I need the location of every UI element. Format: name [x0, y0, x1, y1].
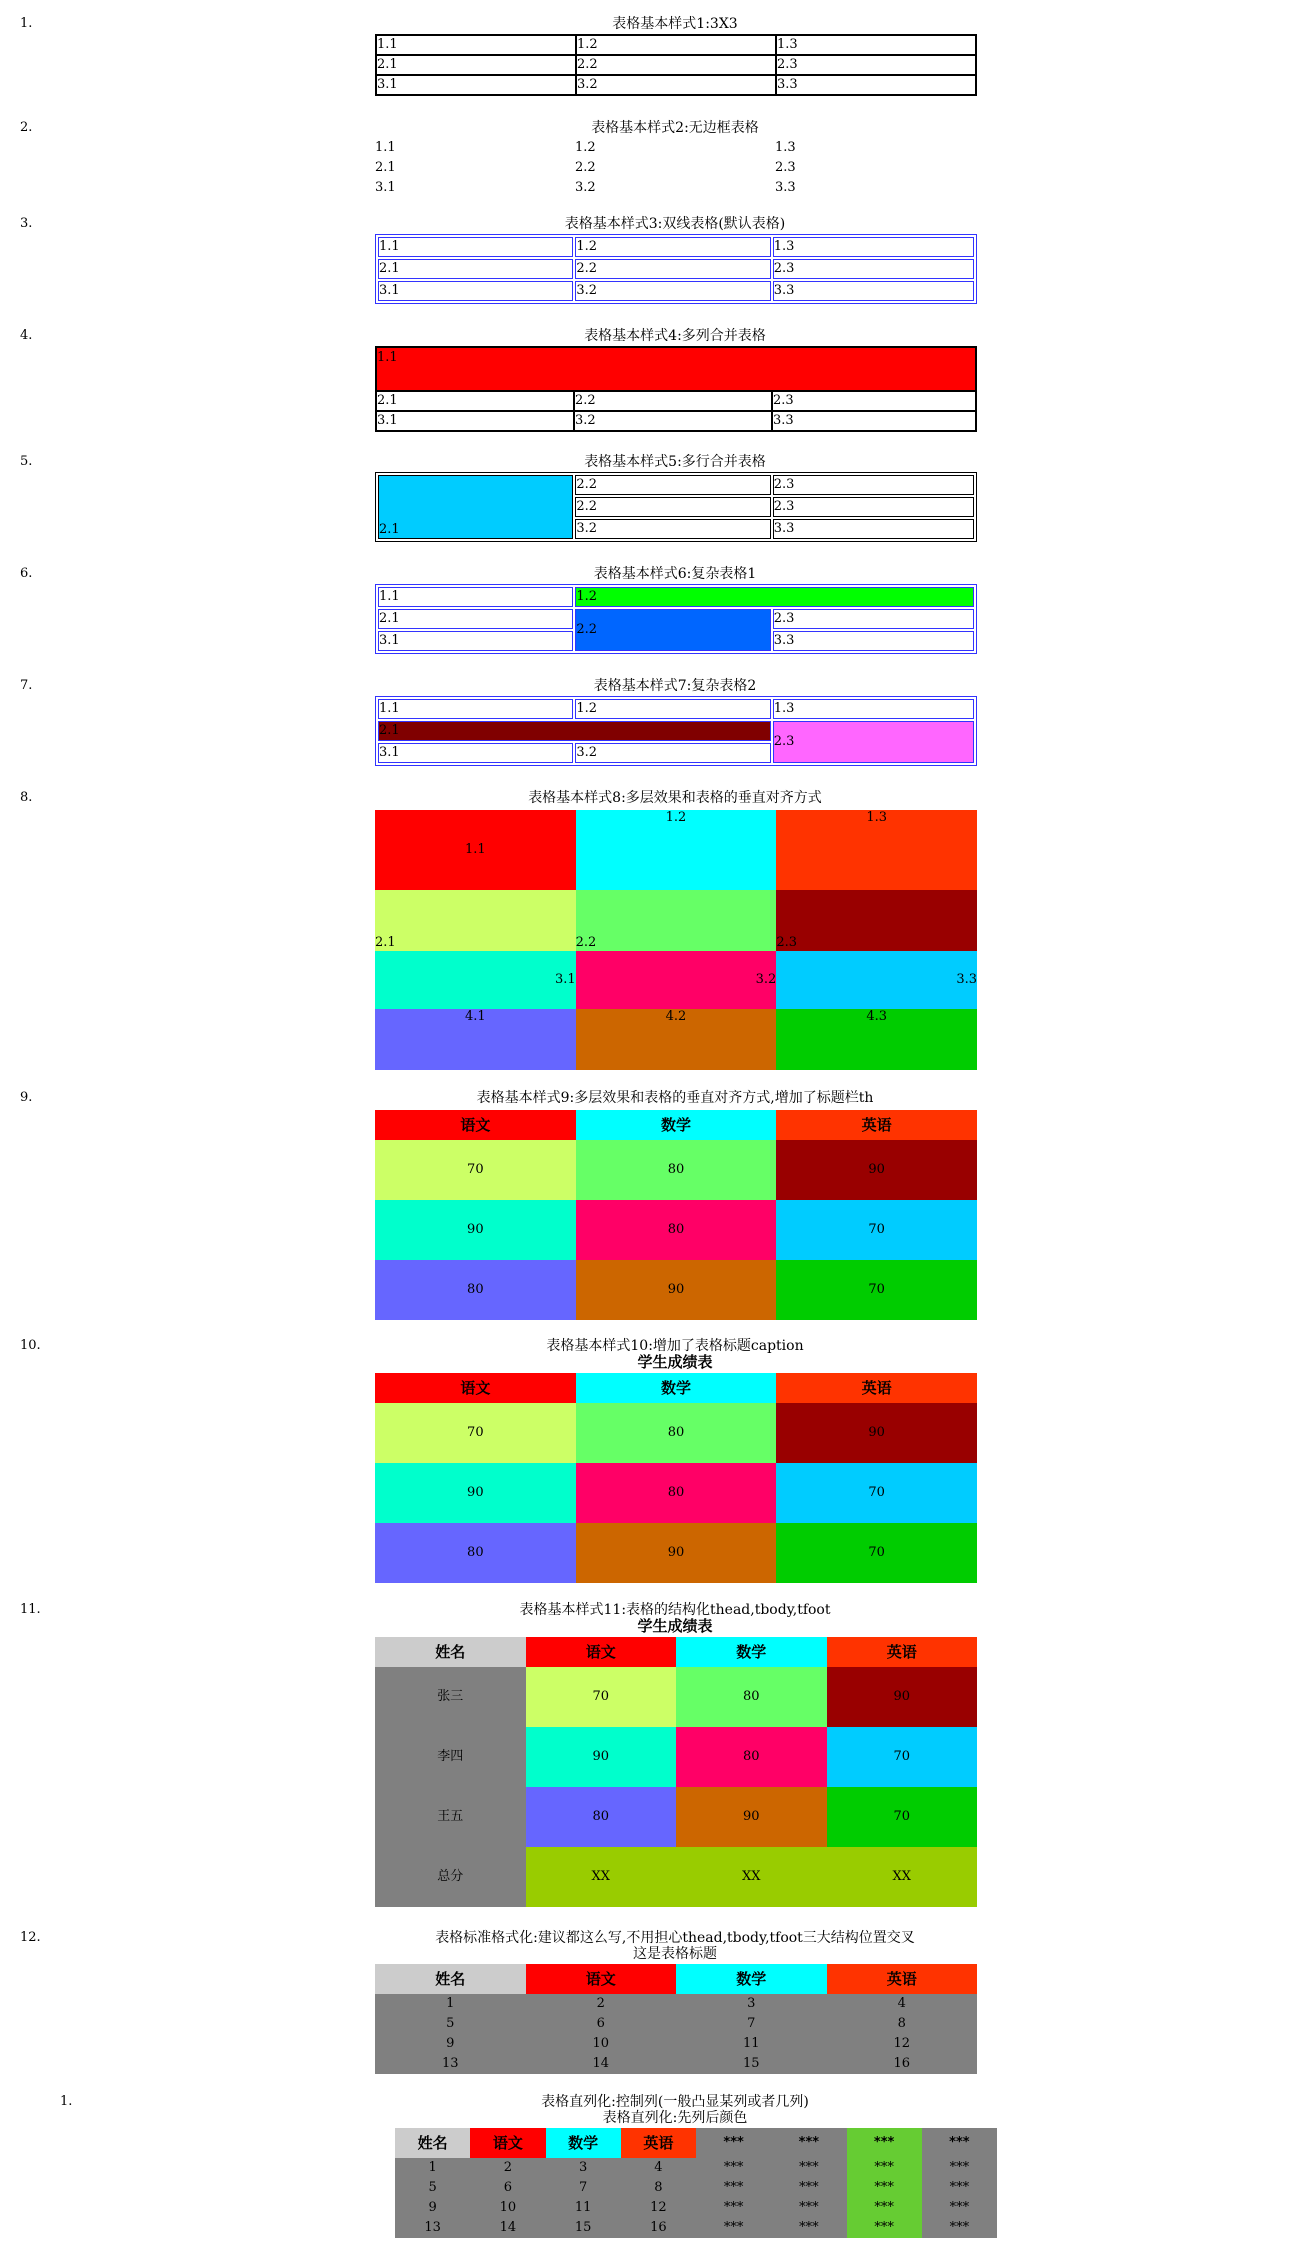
table-cell: 4.2	[576, 1009, 777, 1070]
table-cell: 1	[446, 1996, 455, 2011]
table-cell: ***	[723, 2160, 744, 2175]
footer-cell: XX	[827, 1847, 978, 1907]
table-cell: 16	[893, 2056, 911, 2071]
table-cell: ***	[874, 2200, 894, 2215]
column-header: 语文	[375, 1373, 576, 1403]
table-cell: 4.1	[375, 1009, 576, 1070]
table-caption: 学生成绩表	[637, 1353, 713, 1371]
table-cell: 80	[676, 1667, 827, 1727]
table-cell: 1.1	[378, 237, 573, 257]
table-valign	[375, 810, 977, 1070]
table-cell: 8	[897, 2016, 906, 2031]
column-header: 语文	[470, 2128, 545, 2158]
table-cell: 90	[576, 1260, 777, 1320]
table-cell: 3.1	[375, 951, 576, 1009]
list-number: 3.	[20, 216, 33, 231]
table-cell: 1.1	[378, 587, 573, 607]
table-cell: 90	[676, 1787, 827, 1847]
table-cell: 1.3	[773, 237, 974, 257]
table-cell: 3.1	[378, 631, 573, 651]
table-cell: 3.1	[378, 281, 573, 301]
table-cell: 1.1	[378, 699, 573, 719]
table-cell: 2.2	[575, 475, 770, 495]
table-cell: 70	[827, 1727, 978, 1787]
merged-cell: 2.3	[773, 721, 974, 763]
list-number: 4.	[20, 328, 33, 343]
table-cell: 70	[375, 1140, 576, 1200]
table-cell: 2.2	[576, 55, 776, 75]
table-cell: 2.2	[576, 890, 777, 951]
table-cell: 7	[747, 2016, 756, 2031]
list-number: 12.	[20, 1930, 41, 1945]
table-cell: 70	[776, 1523, 977, 1583]
column-header: 姓名	[395, 2128, 470, 2158]
table-cell: 80	[375, 1260, 576, 1320]
table-cell: 70	[776, 1200, 977, 1260]
merged-cell: 1.1	[376, 347, 976, 391]
list-number: 7.	[20, 678, 33, 693]
table-cell: 12	[893, 2036, 911, 2051]
list-number: 6.	[20, 566, 33, 581]
table-title: 表格基本样式10:增加了表格标题caption	[546, 1338, 804, 1354]
table-with-caption	[375, 1373, 977, 1583]
column-header: 语文	[526, 1964, 677, 1994]
table-cell: 1.2	[575, 140, 596, 155]
table-cell: ***	[874, 2220, 894, 2235]
table-cell: 13	[441, 2056, 459, 2071]
footer-label: 总分	[375, 1847, 526, 1907]
table-cell: 3.3	[776, 75, 976, 95]
list-number: 5.	[20, 454, 33, 469]
table-cell: ***	[799, 2220, 819, 2235]
table-complex-1	[375, 584, 977, 654]
column-header: ***	[949, 2135, 970, 2150]
table-cell: 3.3	[773, 281, 974, 301]
table-cell: 14	[499, 2220, 517, 2235]
table-cell: 80	[676, 1727, 827, 1787]
column-header: 数学	[546, 2128, 621, 2158]
table-cell: 15	[574, 2220, 592, 2235]
table-cell: 3.2	[575, 743, 770, 763]
table-cell: ***	[874, 2160, 894, 2175]
table-cell: 11	[574, 2200, 592, 2215]
table-cell: 3.3	[776, 951, 977, 1009]
table-cell: 90	[776, 1140, 977, 1200]
table-colgroup	[395, 2128, 997, 2238]
table-cell: 80	[375, 1523, 576, 1583]
list-number: 10.	[20, 1338, 41, 1353]
merged-cell: 2.1	[378, 721, 771, 741]
table-cell: 8	[654, 2180, 663, 2195]
table-cell: 3	[747, 1996, 756, 2011]
table-cell: 90	[375, 1200, 576, 1260]
table-cell: 80	[576, 1403, 777, 1463]
table-cell: 10	[592, 2036, 610, 2051]
table-cell: 2.3	[772, 391, 976, 411]
table-cell: 1.3	[773, 699, 974, 719]
row-header: 张三	[375, 1667, 526, 1727]
column-header: 英语	[776, 1110, 977, 1140]
row-header: 李四	[375, 1727, 526, 1787]
column-header: 数学	[576, 1373, 777, 1403]
table-cell: 13	[424, 2220, 441, 2235]
table-cell: 16	[650, 2220, 667, 2235]
table-cell: 3.2	[575, 519, 770, 539]
table-title: 表格基本样式11:表格的结构化thead,tbody,tfoot	[519, 1602, 831, 1618]
column-header: 英语	[776, 1373, 977, 1403]
table-cell: 2	[503, 2160, 513, 2175]
table-title: 表格基本样式8:多层效果和表格的垂直对齐方式	[528, 790, 822, 806]
table-cell: 12	[650, 2200, 667, 2215]
table-cell: 1.2	[576, 810, 777, 890]
table-cell: 80	[576, 1463, 777, 1523]
table-cell: 2.3	[773, 259, 974, 279]
footer-cell: XX	[676, 1847, 827, 1907]
table-cell: 90	[776, 1403, 977, 1463]
table-cell: ***	[723, 2180, 744, 2195]
table-cell: 70	[375, 1403, 576, 1463]
table-basic-3x3	[375, 34, 977, 96]
list-number: 8.	[20, 790, 33, 805]
table-title: 表格基本样式9:多层效果和表格的垂直对齐方式,增加了标题栏th	[476, 1090, 874, 1106]
merged-cell: 1.2	[575, 587, 974, 607]
column-header: 英语	[827, 1637, 978, 1667]
table-caption: 这是表格标题	[633, 1946, 717, 1962]
column-header: 数学	[676, 1964, 827, 1994]
table-cell: 6	[503, 2180, 513, 2195]
table-title: 表格基本样式7:复杂表格2	[593, 678, 757, 694]
table-cell: 2.1	[376, 391, 574, 411]
table-cell: 2.3	[775, 160, 796, 175]
table-cell: 3.2	[575, 180, 596, 195]
table-cell: 3.3	[773, 631, 974, 651]
table-cell: 90	[526, 1727, 677, 1787]
table-cell: 80	[576, 1140, 777, 1200]
table-title: 表格基本样式6:复杂表格1	[593, 566, 757, 582]
table-cell: 3.3	[773, 519, 974, 539]
column-header: 语文	[526, 1637, 677, 1667]
merged-cell: 2.2	[575, 609, 770, 651]
table-cell: 2.2	[575, 160, 596, 175]
column-header: ***	[798, 2135, 820, 2150]
column-header: ***	[723, 2135, 744, 2150]
table-cell: 14	[592, 2056, 610, 2071]
table-cell: 1.3	[776, 35, 976, 55]
table-caption: 学生成绩表	[637, 1617, 713, 1635]
table-double-border	[375, 234, 977, 304]
column-header: 姓名	[375, 1637, 526, 1667]
table-cell: 3.1	[376, 411, 574, 431]
table-cell: 3.1	[375, 180, 396, 195]
table-title: 表格直列化:控制列(一般凸显某列或者几列)	[541, 2094, 809, 2110]
table-cell: 2.2	[575, 259, 770, 279]
column-header: 姓名	[375, 1964, 526, 1994]
table-title: 表格标准格式化:建议都这么写,不用担心thead,tbody,tfoot三大结构位置交叉	[435, 1930, 915, 1946]
table-cell: 90	[827, 1667, 978, 1727]
table-cell: 1.3	[775, 140, 796, 155]
table-cell: 2.3	[776, 55, 976, 75]
table-cell: 70	[776, 1463, 977, 1523]
table-title: 表格基本样式3:双线表格(默认表格)	[564, 216, 786, 232]
table-cell: ***	[799, 2200, 819, 2215]
table-cell: 1.2	[575, 237, 770, 257]
table-cell: 3.1	[378, 743, 573, 763]
table-cell: ***	[949, 2160, 970, 2175]
table-cell: 6	[596, 2016, 605, 2031]
column-header: 数学	[676, 1637, 827, 1667]
table-cell: 1.1	[375, 140, 396, 155]
table-cell: 70	[526, 1667, 677, 1727]
table-title: 表格基本样式4:多列合并表格	[584, 328, 766, 344]
table-cell: ***	[799, 2160, 819, 2175]
table-cell: 2.3	[773, 609, 974, 629]
table-cell: ***	[949, 2180, 970, 2195]
table-cell: 90	[375, 1463, 576, 1523]
table-cell: 4	[897, 1996, 906, 2011]
table-cell: 5	[428, 2180, 437, 2195]
table-cell: 9	[428, 2200, 437, 2215]
table-cell: 2.3	[773, 497, 974, 517]
table-cell: 9	[446, 2036, 455, 2051]
column-header: 数学	[576, 1110, 777, 1140]
table-cell: 3.2	[575, 281, 770, 301]
table-cell: 70	[827, 1787, 978, 1847]
table-cell: 2.1	[378, 259, 573, 279]
list-number: 1.	[60, 2094, 73, 2109]
table-borderless	[375, 138, 977, 198]
table-caption: 表格直列化:先列后颜色	[602, 2110, 748, 2126]
row-header: 王五	[375, 1787, 526, 1847]
table-cell: ***	[949, 2200, 970, 2215]
table-with-th	[375, 1110, 977, 1320]
table-cell: 1.1	[375, 810, 576, 890]
column-header: 英语	[621, 2128, 696, 2158]
table-cell: 1	[428, 2160, 437, 2175]
table-cell: 1.1	[376, 35, 576, 55]
table-title: 表格基本样式1:3X3	[612, 16, 738, 32]
table-cell: 4.3	[776, 1009, 977, 1070]
list-number: 11.	[20, 1602, 41, 1617]
table-cell: 3.2	[574, 411, 772, 431]
table-cell: 3.2	[576, 951, 777, 1009]
table-cell: 11	[742, 2036, 760, 2051]
table-cell: 4	[654, 2160, 663, 2175]
table-cell: ***	[799, 2180, 819, 2195]
table-cell: 2.2	[575, 497, 770, 517]
table-cell: ***	[874, 2180, 894, 2195]
table-cell: 3.1	[376, 75, 576, 95]
table-title: 表格基本样式5:多行合并表格	[584, 454, 766, 470]
table-cell: ***	[723, 2200, 744, 2215]
table-cell: 2.1	[378, 609, 573, 629]
column-header: 语文	[375, 1110, 576, 1140]
table-cell: 1.2	[575, 699, 770, 719]
table-cell: 15	[742, 2056, 760, 2071]
table-rowspan	[375, 472, 977, 542]
table-cell: 1.3	[776, 810, 977, 890]
merged-cell: 2.1	[378, 475, 573, 539]
table-cell: 2.2	[574, 391, 772, 411]
table-standard	[375, 1964, 977, 2074]
table-cell: 2.1	[376, 55, 576, 75]
table-colspan	[375, 346, 977, 432]
column-header: ***	[873, 2135, 895, 2150]
table-structured	[375, 1637, 977, 1907]
table-cell: 3.2	[576, 75, 776, 95]
list-number: 9.	[20, 1090, 33, 1105]
table-cell: 80	[576, 1200, 777, 1260]
table-cell: 90	[576, 1523, 777, 1583]
table-cell: 3	[578, 2160, 588, 2175]
table-cell: 7	[578, 2180, 588, 2195]
table-title: 表格基本样式2:无边框表格	[591, 120, 759, 136]
table-cell: 2.3	[773, 475, 974, 495]
list-number: 1.	[20, 16, 33, 31]
table-cell: 3.3	[772, 411, 976, 431]
table-cell: 80	[526, 1787, 677, 1847]
table-cell: 2	[596, 1996, 605, 2011]
table-cell: ***	[723, 2220, 744, 2235]
table-complex-2	[375, 696, 977, 766]
table-cell: 2.1	[375, 160, 396, 175]
table-cell: 10	[499, 2200, 517, 2215]
list-number: 2.	[20, 120, 33, 135]
table-cell: 2.3	[776, 890, 977, 951]
table-cell: 1.2	[576, 35, 776, 55]
table-cell: 3.3	[775, 180, 796, 195]
footer-cell: XX	[526, 1847, 677, 1907]
table-cell: 70	[776, 1260, 977, 1320]
table-cell: 2.1	[375, 890, 576, 951]
table-cell: 5	[446, 2016, 455, 2031]
table-cell: ***	[949, 2220, 970, 2235]
column-header: 英语	[827, 1964, 978, 1994]
